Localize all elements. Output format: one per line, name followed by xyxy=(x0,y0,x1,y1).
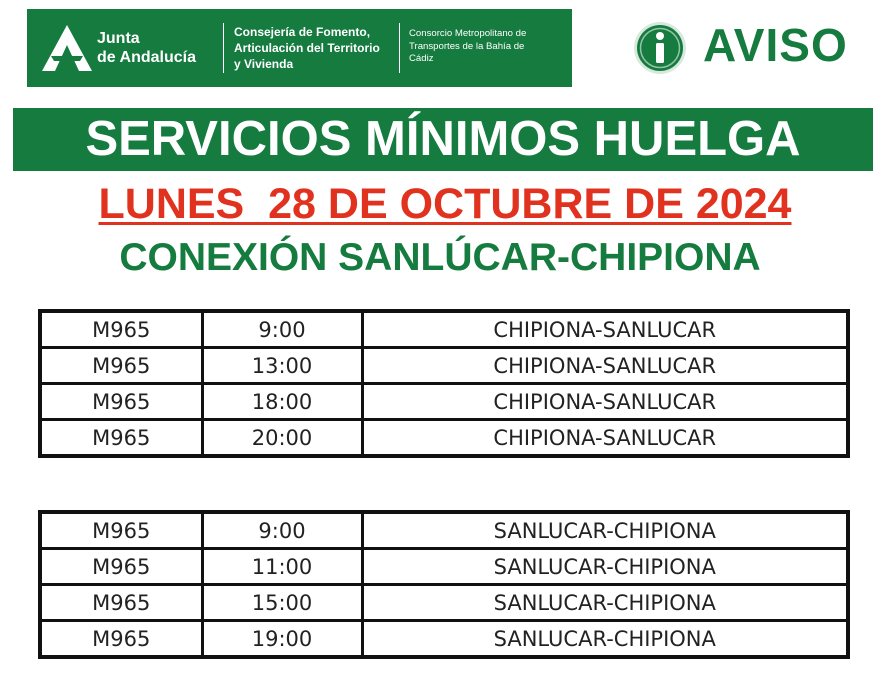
time-cell: 18:00 xyxy=(202,384,362,420)
route-cell: CHIPIONA-SANLUCAR xyxy=(362,311,848,348)
route-cell: CHIPIONA-SANLUCAR xyxy=(362,384,848,420)
line-cell: M965 xyxy=(40,420,202,457)
department-name xyxy=(234,24,380,72)
route-cell: SANLUCAR-CHIPIONA xyxy=(362,512,848,549)
route-heading: CONEXIÓN SANLÚCAR-CHIPIONA xyxy=(119,236,761,279)
table-row xyxy=(40,420,848,457)
department-line: Consejería de Fomento, xyxy=(234,25,371,39)
consorcio-name xyxy=(409,28,526,66)
logo-divider xyxy=(399,23,400,73)
department-line: Articulación del Territorio xyxy=(234,41,380,55)
junta-andalucia-a-logo-icon xyxy=(42,25,92,71)
time-cell: 15:00 xyxy=(202,585,362,621)
table-row xyxy=(40,311,848,348)
table-row xyxy=(40,549,848,585)
route-cell: SANLUCAR-CHIPIONA xyxy=(362,585,848,621)
time-cell: 9:00 xyxy=(202,512,362,549)
line-cell: M965 xyxy=(40,512,202,549)
time-cell: 13:00 xyxy=(202,348,362,384)
table-row xyxy=(40,384,848,420)
junta-andalucia-logo xyxy=(27,9,572,87)
page-title: SERVICIOS MÍNIMOS HUELGA xyxy=(13,108,873,171)
consorcio-line: Cádiz xyxy=(409,53,434,64)
schedule-table-sanlucar-chipiona xyxy=(38,510,850,659)
aviso-label: AVISO xyxy=(703,19,848,71)
line-cell: M965 xyxy=(40,585,202,621)
time-cell: 11:00 xyxy=(202,549,362,585)
line-cell: M965 xyxy=(40,549,202,585)
route-cell: SANLUCAR-CHIPIONA xyxy=(362,549,848,585)
time-cell: 9:00 xyxy=(202,311,362,348)
line-cell: M965 xyxy=(40,311,202,348)
table-row xyxy=(40,512,848,549)
time-cell: 19:00 xyxy=(202,621,362,658)
line-cell: M965 xyxy=(40,348,202,384)
strike-date: LUNES 28 DE OCTUBRE DE 2024 xyxy=(98,180,792,228)
logo-name-line2: de Andalucía xyxy=(97,49,196,66)
route-cell: CHIPIONA-SANLUCAR xyxy=(362,348,848,384)
table-row xyxy=(40,621,848,658)
info-icon xyxy=(633,21,687,75)
table-row xyxy=(40,348,848,384)
route-cell: SANLUCAR-CHIPIONA xyxy=(362,621,848,658)
logo-name xyxy=(97,29,196,67)
route-cell: CHIPIONA-SANLUCAR xyxy=(362,420,848,457)
time-cell: 20:00 xyxy=(202,420,362,457)
table-row xyxy=(40,585,848,621)
line-cell: M965 xyxy=(40,384,202,420)
logo-divider xyxy=(223,23,224,73)
department-line: y Vivienda xyxy=(234,57,294,71)
logo-name-line1: Junta xyxy=(97,30,140,47)
consorcio-line: Consorcio Metropolitano de xyxy=(409,28,527,39)
consorcio-line: Transportes de la Bahía de xyxy=(409,40,525,52)
schedule-table-chipiona-sanlucar xyxy=(38,309,850,458)
line-cell: M965 xyxy=(40,621,202,658)
